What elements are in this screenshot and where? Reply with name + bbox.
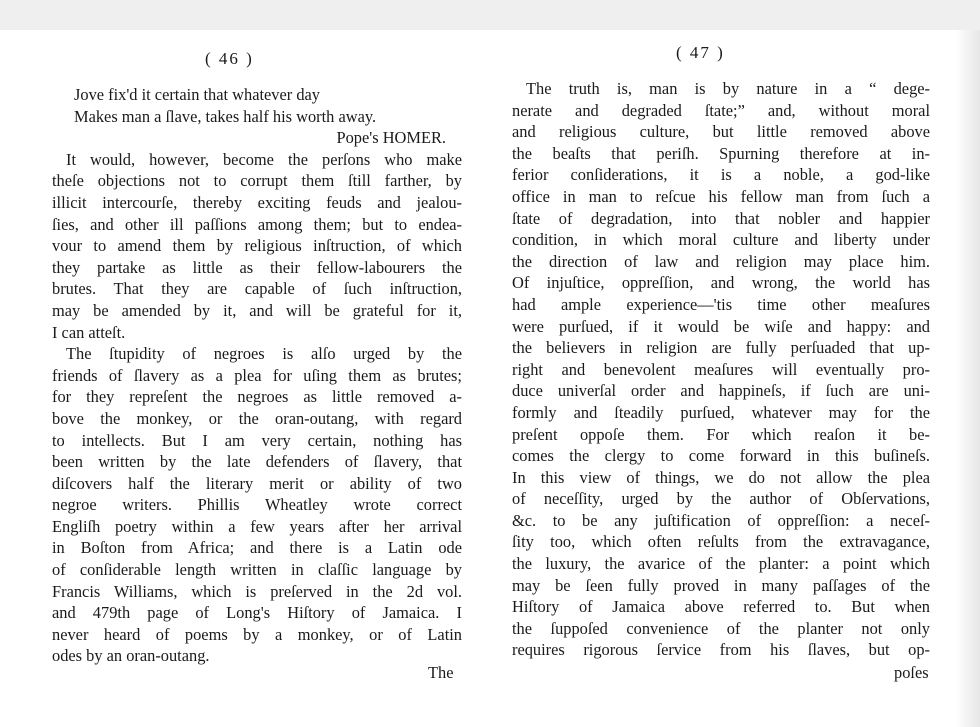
text-line: In this view of things, we do not allow the plea [512, 467, 930, 487]
text-line: ferior conſiderations, it is a noble, a god-like [512, 165, 930, 185]
text-line: of neceſſity, urged by the author of Obſervations, [512, 489, 930, 509]
text-line: nerate and degraded ſtate;” and, without moral [512, 100, 930, 120]
text-line: had ample experience—'tis time other meaſures [512, 294, 930, 314]
text-line: Hiſtory of Jamaica above referred to. But when [512, 597, 930, 617]
text-line: of conſiderable length written in claſſic language by [52, 560, 462, 580]
page-left [52, 84, 462, 667]
page-number-left: ( 46 ) [205, 49, 254, 68]
text-line: diſcovers half the literary merit or ability of two [52, 473, 462, 493]
text-line: Francis Williams, which is preſerved in the 2d vol. [52, 581, 462, 601]
text-line: vour to amend them by religious inſtruction, of which [52, 236, 462, 256]
text-line: ſies, and other ill paſſions among them; but to endea- [52, 214, 462, 234]
text-line: the beaſts that periſh. Spurning therefore at in- [512, 143, 930, 163]
epigraph-attribution: Pope's HOMER. [336, 128, 446, 148]
text-line: the direction of law and religion may place him. [512, 251, 930, 271]
text-line: for they repreſent the negroes as little removed a- [52, 387, 462, 407]
text-line: The ſtupidity of negroes is alſo urged by the [66, 344, 462, 364]
page-number-right: ( 47 ) [676, 43, 725, 62]
text-line: Of injuſtice, oppreſſion, and wrong, the world has [512, 273, 930, 293]
catchword-right: poſes [894, 663, 929, 682]
text-line: office in man to reſcue his fellow man from ſuch a [512, 186, 930, 206]
text-line: right and benevolent meaſures will eventually pro- [512, 359, 930, 379]
text-line: in Boſton from Africa; and there is a Latin ode [52, 538, 462, 558]
text-line: It would, however, become the perſons who make [66, 149, 462, 169]
text-line: and 479th page of Long's Hiſtory of Jamaica. I [52, 603, 462, 623]
text-line: ſtate of degradation, into that nobler and happier [512, 208, 930, 228]
text-line: illicit intercourſe, thereby exciting feuds and jealou- [52, 192, 462, 212]
text-line: the luxury, the avarice of the planter: a point which [512, 554, 930, 574]
text-line: and religious culture, but little removed above [512, 122, 930, 142]
text-line: condition, in which moral culture and liberty under [512, 230, 930, 250]
text-line: theſe objections not to corrupt them ſtill farther, by [52, 171, 462, 191]
text-line: comes the clergy to come forward in this buſineſs. [512, 446, 930, 466]
text-line: bove the monkey, or the oran-outang, with regard [52, 408, 462, 428]
scan-margin-top [0, 0, 980, 30]
text-line: may be amended by it, and will be grateful for it, [52, 300, 462, 320]
page-right [512, 78, 930, 661]
text-line: to intellects. But I am very certain, nothing has [52, 430, 462, 450]
text-line: Engliſh poetry within a few years after her arrival [52, 516, 462, 536]
text-line: friends of ſlavery as a plea for uſing them as brutes; [52, 365, 462, 385]
text-line: may be ſeen fully proved in many paſſages of the [512, 575, 930, 595]
text-line: I can atteſt. [52, 322, 126, 342]
epigraph-line: Makes man a ſlave, takes half his worth away. [74, 106, 377, 126]
text-line: they partake as little as their fellow-labourers the [52, 257, 462, 277]
text-line: the ſuppoſed convenience of the planter not only [512, 618, 930, 638]
text-line: been written by the late defenders of ſlavery, that [52, 452, 462, 472]
text-line: preſent oppoſe them. For which reaſon it be- [512, 424, 930, 444]
text-line: formly and ſteadily purſued, whatever may for the [512, 402, 930, 422]
scan-margin-right [956, 30, 980, 727]
epigraph-line: Jove fix'd it certain that whatever day [74, 85, 320, 104]
text-line: were purſued, if it would be wiſe and happy: and [512, 316, 930, 336]
text-line: the believers in religion are fully perſuaded that up- [512, 338, 930, 358]
text-line: &c. to be any juſtification of oppreſſion: a neceſ- [512, 510, 930, 530]
text-line: ſity too, which often reſults from the extravagance, [512, 532, 930, 552]
catchword-left: The [428, 663, 454, 682]
text-line: duce univerſal order and happineſs, if ſuch are uni- [512, 381, 930, 401]
text-line: brutes. That they are capable of ſuch inſtruction, [52, 279, 462, 299]
text-line: negroe writers. Phillis Wheatley wrote correct [52, 495, 462, 515]
text-line: The truth is, man is by nature in a “ dege- [526, 79, 930, 98]
text-line: never heard of poems by a monkey, or of Latin [52, 624, 462, 644]
text-line: requires rigorous ſervice from his ſlaves, but op- [512, 640, 930, 660]
text-line: odes by an oran-outang. [52, 646, 210, 666]
